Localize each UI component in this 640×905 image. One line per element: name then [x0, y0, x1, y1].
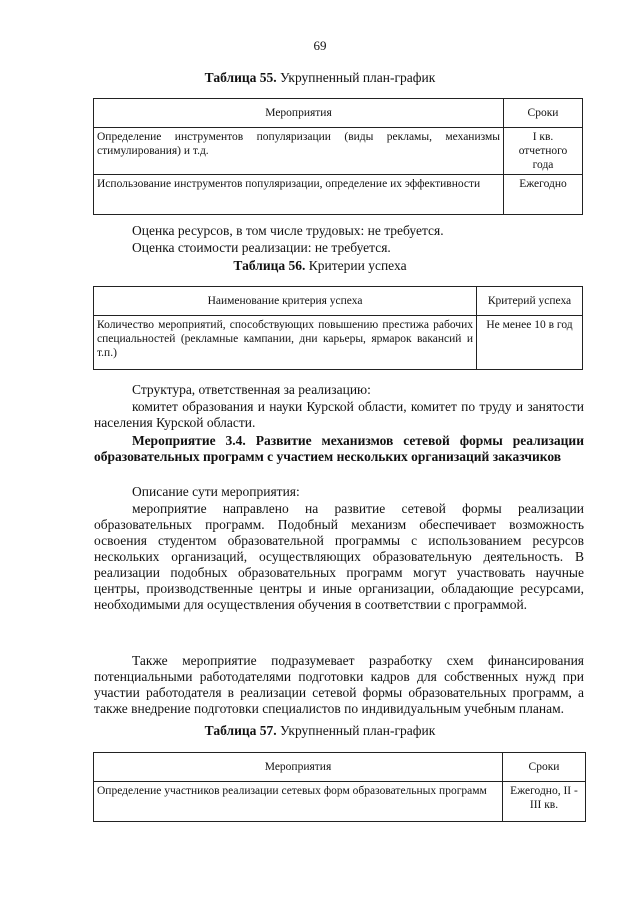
page-number: 69	[313, 38, 327, 53]
cost-estimate: Оценка стоимости реализации: не требуется.	[132, 240, 391, 255]
header-cell: Критерий успеха	[477, 287, 583, 316]
table-cell: Не менее 10 в год	[477, 316, 583, 370]
table-56-caption	[0, 258, 640, 274]
committee-text: комитет образования и науки Курской области, комитет по труду и занятости населения Курской области.	[94, 399, 584, 430]
caption-label: Таблица 55.	[204, 70, 277, 85]
table-cell: Количество мероприятий, способствующих повышению престижа рабочих специальностей (рекламные кампании, дни карьеры, ярмарок вакансий и т.п.)	[94, 316, 477, 370]
caption-text: Укрупненный план-график	[276, 723, 436, 738]
table-cell: Ежегодно, II - III кв.	[503, 782, 586, 822]
table-57	[93, 752, 586, 822]
table-cell: Определение участников реализации сетевых форм образовательных программ	[94, 782, 503, 822]
caption-label: Таблица 56.	[233, 258, 306, 273]
header-cell: Мероприятия	[94, 753, 503, 782]
structure-label: Структура, ответственная за реализацию:	[132, 382, 371, 397]
table-cell: Определение инструментов популяризации (виды рекламы, механизмы стимулирования) и т.д.	[94, 128, 504, 175]
caption-label: Таблица 57.	[204, 723, 277, 738]
description-paragraph-1: мероприятие направлено на развитие сетевой формы реализации образовательных программ. Подобный механизм обеспечивает возможность освоения студентом образовательной программы с использованием ресурсов нескольких организаций, осуществляющих образовательную деятельность. В реализации подобных образовательных программ могут участвовать научные центры, производственные центры и иные организации, обладающие ресурсами, необходимыми для осуществления обучения в соответствии с программой.	[94, 501, 584, 612]
table-55	[93, 98, 583, 215]
header-cell: Сроки	[503, 753, 586, 782]
table-55-caption	[0, 70, 640, 86]
table-cell: Использование инструментов популяризации, определение их эффективности	[94, 175, 504, 215]
caption-text: Укрупненный план-график	[276, 70, 436, 85]
table-56	[93, 286, 583, 370]
table-cell: I кв. отчетного года	[504, 128, 583, 175]
caption-text: Критерии успеха	[305, 258, 407, 273]
header-cell: Мероприятия	[94, 99, 504, 128]
description-paragraph-2: Также мероприятие подразумевает разработку схем финансирования потенциальными работодателями подготовки кадров для собственных нужд при участии работодателя в реализации сетевой формы образовательных программ, а также внедрение подготовки специалистов по индивидуальным учебным планам.	[94, 653, 584, 716]
header-cell: Сроки	[504, 99, 583, 128]
table-row	[94, 782, 586, 822]
header-cell: Наименование критерия успеха	[94, 287, 477, 316]
description-label: Описание сути мероприятия:	[132, 484, 300, 499]
table-row	[94, 316, 583, 370]
measure-heading: Мероприятие 3.4. Развитие механизмов сетевой формы реализации образовательных программ с участием нескольких организаций заказчиков	[94, 433, 584, 464]
table-cell: Ежегодно	[504, 175, 583, 215]
table-57-caption	[0, 723, 640, 739]
table-row	[94, 128, 583, 175]
table-row	[94, 175, 583, 215]
resources-estimate: Оценка ресурсов, в том числе трудовых: не требуется.	[132, 223, 444, 238]
